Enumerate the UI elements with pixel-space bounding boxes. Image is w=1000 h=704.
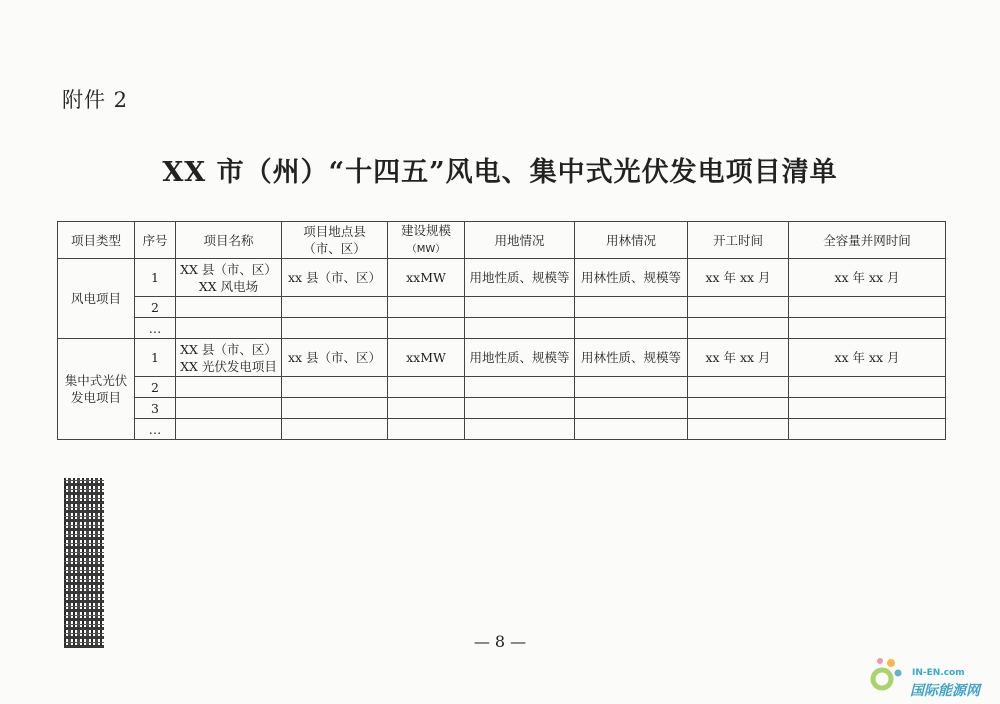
header-start: 开工时间	[688, 222, 789, 259]
table-header-row	[58, 222, 946, 259]
cell-empty	[575, 297, 688, 318]
cell-empty	[789, 398, 946, 419]
table-row	[58, 377, 946, 398]
cell-land: 用地性质、规模等	[465, 339, 575, 377]
header-scale	[388, 222, 465, 259]
cell-empty	[282, 377, 388, 398]
cell-location: xx 县（市、区）	[282, 259, 388, 297]
cell-empty	[789, 377, 946, 398]
cell-empty	[176, 297, 282, 318]
page-number: — 8 —	[473, 632, 527, 651]
cell-empty	[465, 377, 575, 398]
cell-grid: xx 年 xx 月	[789, 259, 946, 297]
header-grid: 全容量并网时间	[789, 222, 946, 259]
cell-empty	[176, 419, 282, 440]
cell-forest: 用林性质、规模等	[575, 339, 688, 377]
cell-name-line2: XX 光伏发电项目	[180, 358, 277, 374]
cell-name-line1: XX 县（市、区）	[180, 341, 277, 357]
cell-empty	[388, 419, 465, 440]
cell-empty	[176, 398, 282, 419]
cell-empty	[282, 398, 388, 419]
cell-empty	[465, 398, 575, 419]
cell-empty	[282, 419, 388, 440]
logo-dot-blue	[895, 670, 902, 677]
table-row	[58, 318, 946, 339]
cell-empty	[688, 419, 789, 440]
cell-empty	[789, 419, 946, 440]
cell-empty	[575, 419, 688, 440]
header-forest: 用林情况	[575, 222, 688, 259]
cell-empty	[176, 377, 282, 398]
cell-location: xx 县（市、区）	[282, 339, 388, 377]
logo-leaf-green	[873, 670, 891, 688]
cell-empty	[789, 297, 946, 318]
cell-seq: 2	[135, 377, 176, 398]
project-list-table	[57, 221, 946, 440]
group-solar-line2: 发电项目	[70, 390, 121, 405]
header-location	[282, 222, 388, 259]
cell-empty	[388, 318, 465, 339]
cell-start: xx 年 xx 月	[688, 339, 789, 377]
cell-empty	[575, 318, 688, 339]
header-name: 项目名称	[176, 222, 282, 259]
cell-empty	[688, 318, 789, 339]
logo-dot-orange	[887, 659, 895, 667]
cell-scale: xxMW	[388, 339, 465, 377]
cell-name	[176, 339, 282, 377]
group-solar-line1: 集中式光伏	[64, 373, 128, 388]
cell-scale: xxMW	[388, 259, 465, 297]
logo-brand-en: IN-EN.com	[912, 668, 965, 678]
cell-empty	[688, 377, 789, 398]
cell-empty	[465, 318, 575, 339]
header-location-line2: （市、区）	[303, 241, 366, 256]
cell-empty	[465, 297, 575, 318]
logo-brand-cn: 国际能源网	[910, 683, 980, 699]
header-land: 用地情况	[465, 222, 575, 259]
cell-empty	[575, 398, 688, 419]
table-row	[58, 398, 946, 419]
document-title: XX 市（州）“十四五”风电、集中式光伏发电项目清单	[162, 157, 838, 188]
cell-seq: 2	[135, 297, 176, 318]
cell-empty	[575, 377, 688, 398]
header-scale-line2: （MW）	[406, 244, 446, 255]
cell-land: 用地性质、规模等	[465, 259, 575, 297]
barcode-image	[64, 478, 104, 648]
group-solar	[58, 339, 135, 440]
header-location-line1: 项目地点县	[303, 224, 366, 239]
cell-seq: …	[135, 318, 176, 339]
cell-empty	[388, 377, 465, 398]
table-row	[58, 419, 946, 440]
logo-dot-pink	[877, 658, 883, 664]
cell-start: xx 年 xx 月	[688, 259, 789, 297]
cell-empty	[789, 318, 946, 339]
cell-name-line2: XX 风电场	[198, 278, 259, 294]
cell-forest: 用林性质、规模等	[575, 259, 688, 297]
cell-seq: 1	[135, 339, 176, 377]
cell-empty	[388, 398, 465, 419]
table-row	[58, 259, 946, 297]
table-row	[58, 297, 946, 318]
cell-empty	[688, 398, 789, 419]
cell-seq: 1	[135, 259, 176, 297]
group-wind: 风电项目	[58, 259, 135, 339]
cell-grid: xx 年 xx 月	[789, 339, 946, 377]
cell-empty	[282, 297, 388, 318]
cell-name-line1: XX 县（市、区）	[180, 261, 277, 277]
attachment-label: 附件 2	[62, 88, 129, 112]
cell-empty	[688, 297, 789, 318]
cell-empty	[465, 419, 575, 440]
cell-empty	[388, 297, 465, 318]
header-type: 项目类型	[58, 222, 135, 259]
header-scale-line1: 建设规模	[400, 223, 451, 238]
cell-empty	[176, 318, 282, 339]
cell-seq: …	[135, 419, 176, 440]
table-row	[58, 339, 946, 377]
cell-name	[176, 259, 282, 297]
cell-empty	[282, 318, 388, 339]
header-seq: 序号	[135, 222, 176, 259]
cell-seq: 3	[135, 398, 176, 419]
